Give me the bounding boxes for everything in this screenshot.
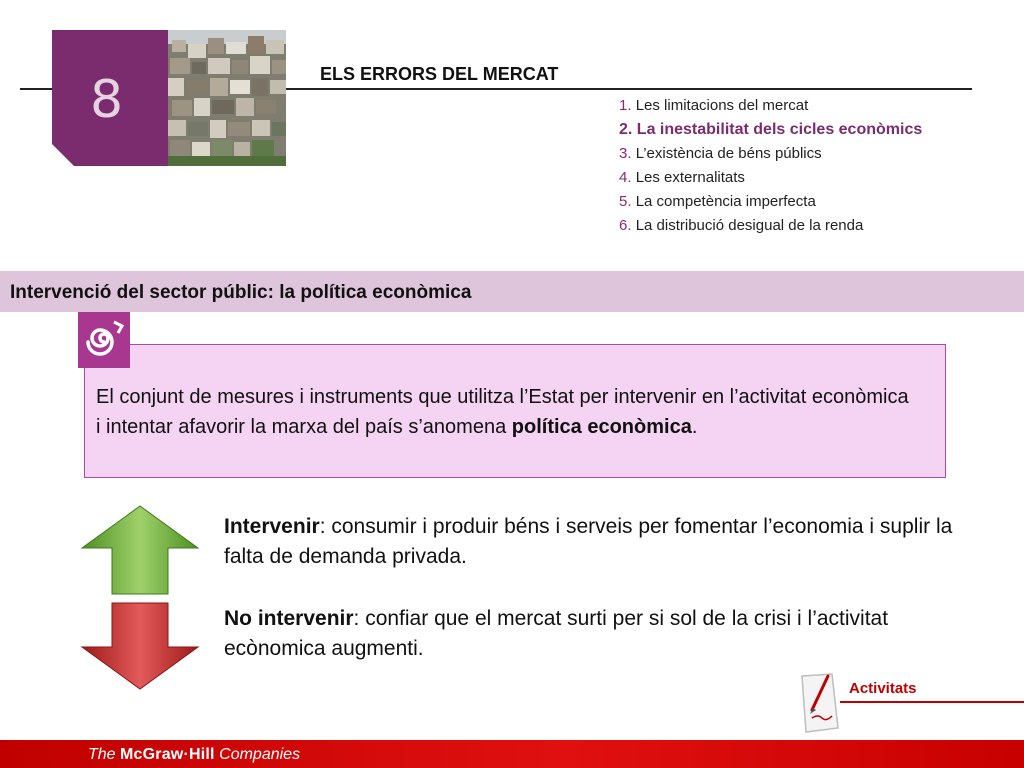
- logo-brand: McGraw·Hill: [120, 746, 215, 763]
- topic-item[interactable]: [619, 166, 922, 190]
- chapter-number: 8: [90, 70, 124, 130]
- topic-item[interactable]: [619, 94, 922, 118]
- topic-label: L’existència de béns públics: [635, 145, 822, 162]
- topic-list: [619, 94, 922, 238]
- topic-label: Les externalitats: [635, 169, 745, 186]
- topic-number: 4.: [619, 169, 632, 186]
- intervene-description: : consumir i produir béns i serveis per fomentar l’economia i suplir la falta de demanda privada.: [224, 515, 953, 568]
- arrow-up-icon: [80, 504, 200, 601]
- topic-number: 5.: [619, 193, 632, 210]
- topic-label: La competència imperfecta: [635, 193, 816, 210]
- topic-label: Les limitacions del mercat: [635, 97, 809, 114]
- definition-end: .: [691, 416, 698, 438]
- logo-prefix: The: [88, 746, 121, 763]
- topic-item[interactable]: [619, 214, 922, 238]
- activities-link[interactable]: Activitats: [849, 680, 917, 697]
- topic-item-active[interactable]: [619, 118, 922, 142]
- topic-label: La distribució desigual de la renda: [635, 217, 864, 234]
- topic-number: 6.: [619, 217, 632, 234]
- publisher-logo: [88, 746, 300, 764]
- topic-item[interactable]: [619, 190, 922, 214]
- chapter-photo: [168, 30, 286, 166]
- logo-suffix: Companies: [214, 746, 301, 763]
- activities-rule: [840, 701, 1024, 703]
- pencil-paper-icon[interactable]: [798, 670, 842, 739]
- not-intervene-description: : confiar que el mercat surti per si sol de la crisi i l’activitat ecònomica augmenti.: [224, 607, 889, 660]
- intervene-text: [224, 512, 964, 572]
- topic-number: 2.: [619, 121, 633, 138]
- intervene-term: Intervenir: [224, 515, 320, 538]
- spiral-icon: [78, 312, 130, 368]
- not-intervene-text: [224, 604, 964, 664]
- topic-number: 3.: [619, 145, 632, 162]
- definition-term: política econòmica: [511, 416, 692, 438]
- hillside-houses-image: [168, 30, 286, 166]
- topic-number: 1.: [619, 97, 632, 114]
- chapter-badge: [52, 30, 168, 166]
- topic-label: La inestabilitat dels cicles econòmics: [636, 121, 923, 138]
- badge-fold: [52, 144, 74, 166]
- not-intervene-term: No intervenir: [224, 607, 354, 630]
- section-title: Intervenció del sector públic: la política econòmica: [10, 282, 472, 303]
- page-title: ELS ERRORS DEL MERCAT: [320, 64, 559, 84]
- topic-item[interactable]: [619, 142, 922, 166]
- definition-text: [96, 382, 916, 442]
- definition-body: El conjunt de mesures i instruments que utilitza l’Estat per intervenir en l’activitat econòmica i intentar afavorir la marxa del país s’anomena: [96, 386, 909, 438]
- arrow-down-icon: [80, 601, 200, 698]
